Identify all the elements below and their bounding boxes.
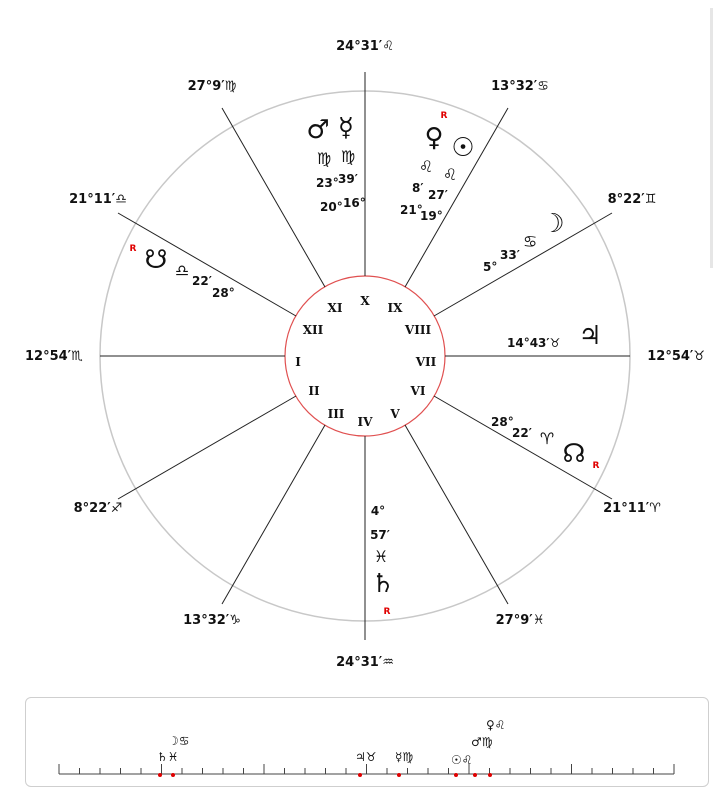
strip-marker (473, 773, 477, 777)
jupiter-icon: ♃ (578, 321, 602, 351)
house-number-11: XI (327, 301, 343, 315)
venus-minute: 8′ (412, 181, 424, 195)
sun-icon: ☉ (451, 133, 475, 163)
mars-sign-virgo-icon: ♍ (316, 149, 332, 168)
house-number-8: VIII (404, 323, 432, 337)
north-node-sign-aries-icon: ♈ (539, 429, 555, 448)
cusp-label-upper-right-2: 8°22′♊ (607, 192, 657, 207)
cusp-label-lower-left-2: 13°32′♑ (183, 613, 241, 628)
cusp-label-lower-right-2: 27°9′♓ (495, 613, 545, 628)
house-number-7: VII (415, 355, 437, 369)
cusp-label-lower-left-1: 8°22′♐ (73, 501, 123, 516)
mars-icon: ♂ (306, 115, 330, 145)
house-cusp-lines (100, 72, 630, 640)
venus-retrograde-marker: R (440, 111, 448, 121)
house-number-6: VI (410, 384, 426, 398)
house-number-1: I (295, 355, 301, 369)
moon-sign-cancer-icon: ♋ (522, 232, 538, 251)
strip-moon-cancer: ☽♋ (168, 734, 190, 748)
cusp-label-bottom: 24°31′♒ (336, 655, 394, 670)
mercury-degree: 20° (320, 200, 343, 214)
sun-sign-leo-icon: ♌ (442, 165, 458, 184)
strip-sun-leo: ☉♌ (451, 753, 473, 767)
mars-degree: 23° (316, 176, 339, 190)
north-node-icon: ☊ (562, 439, 586, 469)
sun-minute: 27′ (428, 188, 448, 202)
strip-saturn-pisces: ♄♓ (157, 750, 179, 764)
strip-marker (158, 773, 162, 777)
south-node-icon: ☋ (144, 245, 168, 275)
cusp-label-upper-right-1: 13°32′♋ (491, 79, 549, 94)
moon-degree: 5° (483, 260, 498, 274)
mercury-icon: ☿ (338, 113, 354, 143)
scrollbar[interactable] (710, 8, 713, 268)
strip-ticks (59, 764, 674, 774)
strip-marker (454, 773, 458, 777)
south-node-minute: 22′ (192, 274, 212, 288)
saturn-icon: ♄ (371, 569, 395, 599)
position-strip-svg (26, 698, 708, 786)
venus-icon: ♀ (424, 123, 444, 153)
cusp-label-top: 24°31′♌ (336, 39, 394, 54)
cusp-label-right: 12°54′♉ (647, 349, 705, 364)
house-number-3: III (327, 407, 345, 421)
house-number-4: IV (357, 415, 373, 429)
strip-venus-leo: ♀♌ (486, 718, 506, 732)
venus-degree: 21° (400, 203, 423, 217)
cusp-label-upper-left-2: 21°11′♎ (69, 192, 127, 207)
strip-marker (488, 773, 492, 777)
cusp-line-v (405, 425, 508, 604)
venus-sign-leo-icon: ♌ (418, 157, 434, 176)
strip-marker (171, 773, 175, 777)
north-node-retrograde-marker: R (592, 461, 600, 471)
cusp-label-upper-left-1: 27°9′♍ (187, 79, 237, 94)
house-number-9: IX (387, 301, 403, 315)
mars-minute: 39′ (338, 172, 358, 186)
strip-marker (397, 773, 401, 777)
cusp-label-lower-right-1: 21°11′♈ (603, 501, 661, 516)
cusp-line-iii (222, 425, 325, 604)
north-node-degree: 28° (491, 415, 514, 429)
mercury-sign-virgo-icon: ♍ (340, 147, 356, 166)
strip-mercury-virgo: ☿♍ (395, 750, 414, 764)
saturn-degree: 4° (370, 504, 386, 518)
planet-position-strip (25, 697, 709, 787)
cusp-label-left: 12°54′♏ (25, 349, 83, 364)
strip-marker (358, 773, 362, 777)
jupiter-position: 14°43′♉ (507, 336, 561, 350)
cusp-line-viii (434, 213, 612, 316)
moon-icon: ☽ (541, 209, 565, 239)
saturn-sign-pisces-icon: ♓ (373, 547, 389, 566)
strip-mars-virgo: ♂♍ (471, 735, 493, 749)
strip-jupiter-taurus: ♃♉ (355, 750, 377, 764)
mercury-minute: 16° (343, 196, 366, 210)
south-node-sign-libra-icon: ♎ (174, 261, 190, 280)
south-node-retrograde-marker: R (129, 244, 137, 254)
south-node-degree: 28° (212, 286, 235, 300)
north-node-minute: 22′ (512, 426, 532, 440)
house-number-12: XII (302, 323, 324, 337)
house-number-2: II (308, 384, 320, 398)
house-number-5: V (390, 407, 400, 421)
cusp-line-ii (118, 396, 296, 499)
sun-degree: 19° (420, 209, 443, 223)
moon-minute: 33′ (500, 248, 520, 262)
saturn-minute: 57′ (370, 528, 390, 542)
saturn-retrograde-marker: R (383, 607, 391, 617)
house-number-10: X (360, 294, 370, 308)
